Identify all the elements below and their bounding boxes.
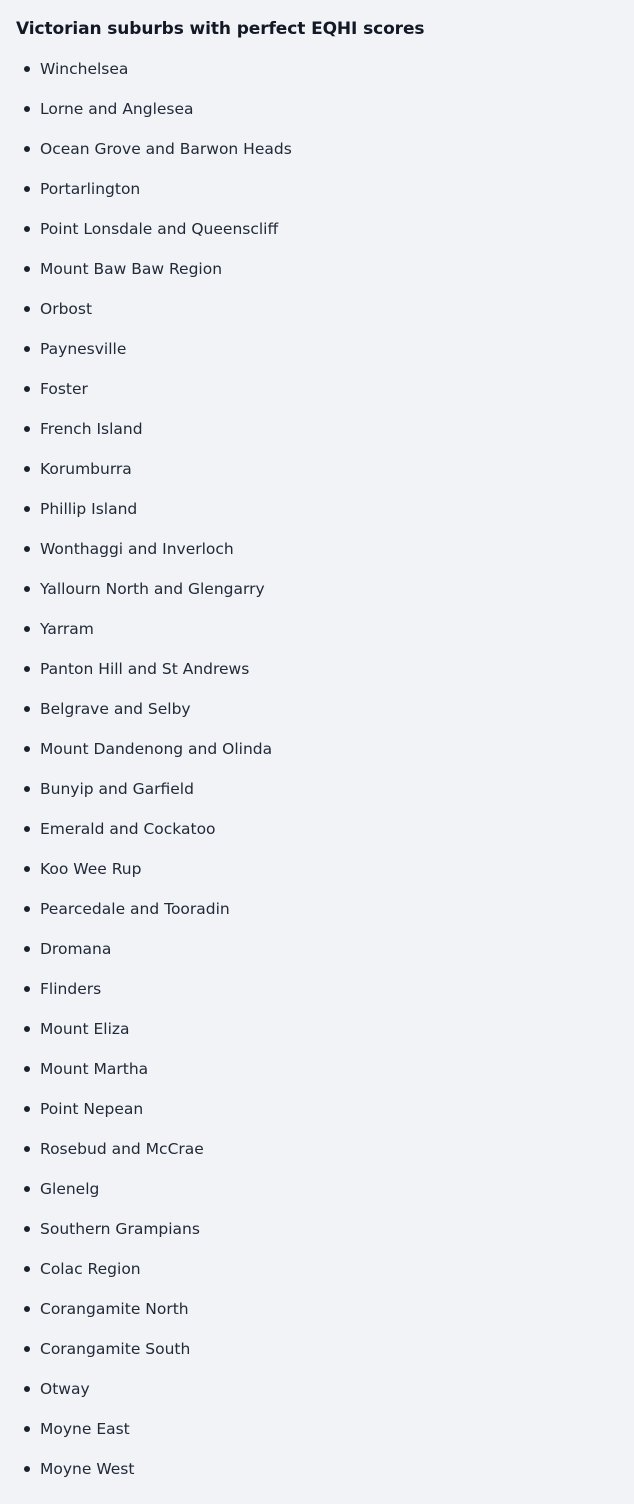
bullet-icon [24, 906, 30, 912]
list-item-label: Point Lonsdale and Queenscliff [40, 220, 279, 238]
list-item [16, 1009, 618, 1049]
bullet-icon [24, 306, 30, 312]
list-item-label: Yallourn North and Glengarry [40, 580, 265, 598]
bullet-icon [24, 1226, 30, 1232]
list-item-label: Panton Hill and St Andrews [40, 660, 250, 678]
list-item [16, 89, 618, 129]
bullet-icon [24, 1306, 30, 1312]
list-item-label: Flinders [40, 980, 102, 998]
bullet-icon [24, 1026, 30, 1032]
list-item-label: Lorne and Anglesea [40, 100, 194, 118]
list-item [16, 129, 618, 169]
list-item-label: Glenelg [40, 1180, 100, 1198]
list-item-label: Southern Grampians [40, 1220, 200, 1238]
list-item-label: Corangamite South [40, 1340, 191, 1358]
bullet-icon [24, 66, 30, 72]
bullet-icon [24, 746, 30, 752]
list-item-label: Koo Wee Rup [40, 860, 142, 878]
list-item-label: Rosebud and McCrae [40, 1140, 204, 1158]
bullet-icon [24, 1426, 30, 1432]
list-item [16, 529, 618, 569]
list-item [16, 929, 618, 969]
list-item [16, 729, 618, 769]
list-item [16, 969, 618, 1009]
bullet-icon [24, 1066, 30, 1072]
bullet-icon [24, 506, 30, 512]
list-item [16, 1249, 618, 1289]
bullet-icon [24, 466, 30, 472]
bullet-icon [24, 346, 30, 352]
list-item-label: Mount Martha [40, 1060, 149, 1078]
bullet-icon [24, 786, 30, 792]
list-heading: Victorian suburbs with perfect EQHI scores [16, 19, 425, 39]
bullet-icon [24, 666, 30, 672]
list-item-label: Emerald and Cockatoo [40, 820, 216, 838]
bullet-icon [24, 1386, 30, 1392]
suburb-list [16, 49, 618, 1489]
list-item-label: Ocean Grove and Barwon Heads [40, 140, 292, 158]
list-item-label: Corangamite North [40, 1300, 189, 1318]
list-item [16, 1089, 618, 1129]
bullet-icon [24, 106, 30, 112]
list-item [16, 649, 618, 689]
bullet-icon [24, 266, 30, 272]
bullet-icon [24, 1186, 30, 1192]
list-item-label: Winchelsea [40, 60, 129, 78]
bullet-icon [24, 1106, 30, 1112]
bullet-icon [24, 226, 30, 232]
list-item [16, 1369, 618, 1409]
list-item-label: Foster [40, 380, 88, 398]
list-item [16, 1409, 618, 1449]
bullet-icon [24, 866, 30, 872]
bullet-icon [24, 1346, 30, 1352]
list-item-label: Point Nepean [40, 1100, 144, 1118]
bullet-icon [24, 586, 30, 592]
bullet-icon [24, 626, 30, 632]
list-item-label: Phillip Island [40, 500, 138, 518]
bullet-icon [24, 946, 30, 952]
list-item [16, 849, 618, 889]
list-item-label: Belgrave and Selby [40, 700, 191, 718]
list-item-label: Pearcedale and Tooradin [40, 900, 230, 918]
list-item [16, 809, 618, 849]
list-item [16, 889, 618, 929]
list-item-label: Portarlington [40, 180, 141, 198]
list-item-label: Colac Region [40, 1260, 141, 1278]
bullet-icon [24, 186, 30, 192]
list-item-label: Orbost [40, 300, 93, 318]
bullet-icon [24, 546, 30, 552]
list-item [16, 1209, 618, 1249]
list-item-label: Dromana [40, 940, 112, 958]
list-item-label: Mount Dandenong and Olinda [40, 740, 273, 758]
list-item-label: French Island [40, 420, 143, 438]
bullet-icon [24, 1266, 30, 1272]
list-item-label: Yarram [40, 620, 94, 638]
list-item-label: Wonthaggi and Inverloch [40, 540, 234, 558]
bullet-icon [24, 826, 30, 832]
list-item [16, 1449, 618, 1489]
bullet-icon [24, 1146, 30, 1152]
list-item [16, 1329, 618, 1369]
list-item-label: Moyne West [40, 1460, 135, 1478]
list-item [16, 369, 618, 409]
list-item [16, 1289, 618, 1329]
list-item-label: Mount Baw Baw Region [40, 260, 223, 278]
list-item [16, 249, 618, 289]
list-item [16, 1129, 618, 1169]
list-item-label: Korumburra [40, 460, 132, 478]
list-item [16, 169, 618, 209]
list-item-label: Moyne East [40, 1420, 130, 1438]
list-item [16, 449, 618, 489]
list-item [16, 1049, 618, 1089]
list-item [16, 289, 618, 329]
list-item-label: Mount Eliza [40, 1020, 130, 1038]
list-item [16, 209, 618, 249]
list-item [16, 769, 618, 809]
list-item [16, 49, 618, 89]
list-item [16, 489, 618, 529]
bullet-icon [24, 1466, 30, 1472]
bullet-icon [24, 146, 30, 152]
list-item [16, 609, 618, 649]
bullet-icon [24, 386, 30, 392]
bullet-icon [24, 426, 30, 432]
list-item [16, 329, 618, 369]
list-item [16, 409, 618, 449]
list-item-label: Otway [40, 1380, 90, 1398]
list-item [16, 569, 618, 609]
list-item-label: Paynesville [40, 340, 127, 358]
bullet-icon [24, 986, 30, 992]
bullet-icon [24, 706, 30, 712]
list-item [16, 689, 618, 729]
list-item [16, 1169, 618, 1209]
list-item-label: Bunyip and Garfield [40, 780, 194, 798]
